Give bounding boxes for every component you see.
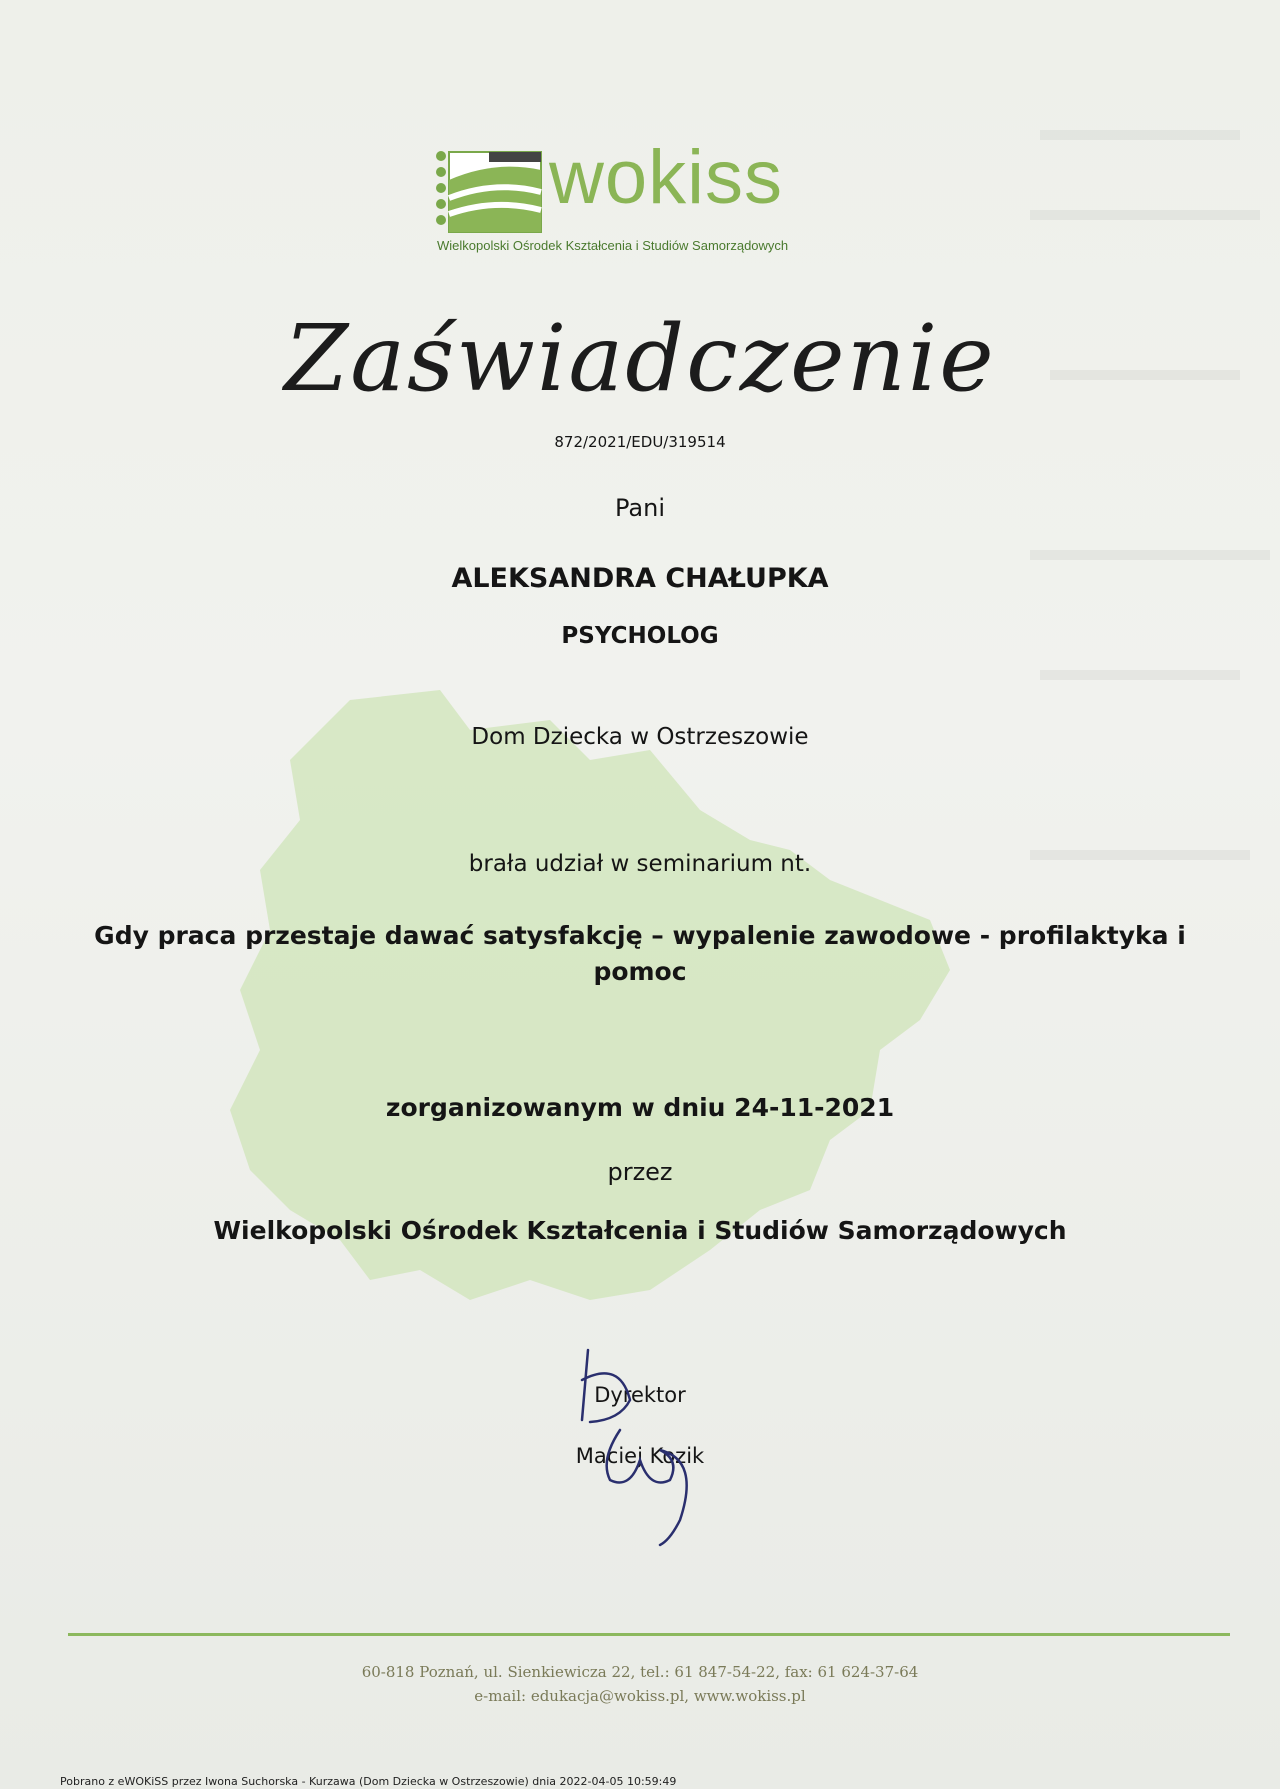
wokiss-logo xyxy=(435,135,805,260)
footer-divider xyxy=(68,1633,1230,1636)
seminar-date: zorganizowanym w dniu 24-11-2021 xyxy=(385,1093,895,1122)
certificate-number: 872/2021/EDU/319514 xyxy=(554,433,726,451)
logo-mark-icon xyxy=(435,140,545,236)
salutation: Pani xyxy=(615,494,665,522)
recipient-name: ALEKSANDRA CHAŁUPKA xyxy=(451,563,829,594)
logo-subtitle: Wielkopolski Ośrodek Kształcenia i Studiów Samorządowych xyxy=(437,238,789,253)
logo-wordmark: wokiss xyxy=(549,135,784,220)
seminar-topic-line-2: pomoc xyxy=(593,957,687,986)
seminar-topic-line-1: Gdy praca przestaje dawać satysfakcję – wypalenie zawodowe - profilaktyka i xyxy=(94,921,1186,950)
footer-contact: e-mail: edukacja@wokiss.pl, www.wokiss.pl xyxy=(474,1687,806,1705)
recipient-role: PSYCHOLOG xyxy=(561,623,719,649)
handwritten-signature xyxy=(560,1340,730,1550)
download-note: Pobrano z eWOKiSS przez Iwona Suchorska - Kurzawa (Dom Dziecka w Ostrzeszowie) dnia 2022-04-05 10:59:49 xyxy=(60,1775,677,1788)
certificate-title: Zaświadczenie xyxy=(284,305,996,412)
organizer-name: Wielkopolski Ośrodek Kształcenia i Studiów Samorządowych xyxy=(213,1216,1067,1245)
by-label: przez xyxy=(607,1158,673,1186)
footer-address: 60-818 Poznań, ul. Sienkiewicza 22, tel.: 61 847-54-22, fax: 61 624-37-64 xyxy=(361,1663,919,1681)
seminar-topic xyxy=(40,918,1240,990)
participation-text: brała udział w seminarium nt. xyxy=(468,851,812,877)
signatory-name: Maciej Kozik xyxy=(575,1444,705,1468)
signatory-title: Dyrektor xyxy=(594,1383,686,1407)
recipient-organization: Dom Dziecka w Ostrzeszowie xyxy=(471,724,809,750)
